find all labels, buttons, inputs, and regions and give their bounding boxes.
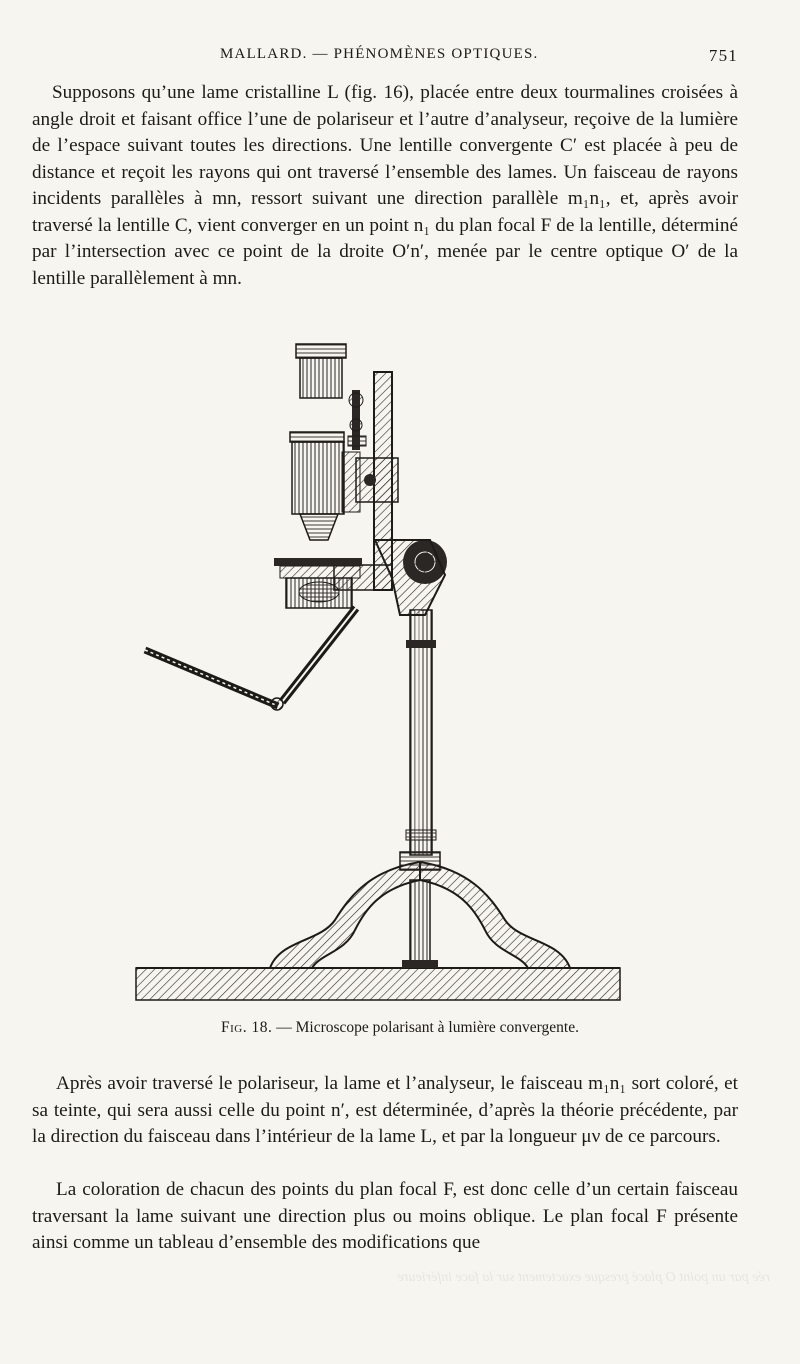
main-tube xyxy=(290,432,360,540)
figure-caption xyxy=(0,1019,800,1037)
figure-label: Fig. 18. xyxy=(221,1019,273,1036)
tripod-foot xyxy=(270,852,570,968)
bleed-through-text: rée par un point O placé presque exactement sur la face inférieure xyxy=(397,1270,770,1285)
figure-caption-text: — Microscope polarisant à lumière convergente. xyxy=(276,1019,579,1036)
paragraph-2: Après avoir traversé le polariseur, la lame et l’analyseur, le faisceau m₁n₁ sort coloré, et sa teinte, qui sera aussi celle du point n′, est déterminée, d’après la théorie précédente, par la direction du faisceau dans l’intérieur de la lame L, et par la longueur μν de ce parcours. xyxy=(32,1073,738,1147)
running-head-title: MALLARD. — PHÉNOMÈNES OPTIQUES. xyxy=(220,46,539,62)
pillar xyxy=(406,610,436,855)
base-ground xyxy=(136,968,620,1000)
microscope-illustration xyxy=(130,340,630,1005)
paragraph-3: La coloration de chacun des points du plan focal F, est donc celle d’un certain faisceau traversant la lame suivant une direction plus ou moins oblique. Le plan focal F présente ainsi comme un tableau d’ensemble des modifications que xyxy=(32,1179,738,1253)
paragraph-1: Supposons qu’une lame cristalline L (fig. 16), placée entre deux tourmalines croisées à angle droit et faisant office l’une de polariseur et l’autre d’analyseur, reçoive de la lumière de l’espace suivant toutes les directions. Une lentille convergente C′ est placée à peu de distance et reçoit les rayons qui ont traversé l’ensemble des lames. Un faisceau de rayons incidents parallèles à mn, ressort suivant une direction parallèle m₁n₁, et, après avoir traversé la lentille C, vient converger en un point n₁ du plan focal F de la lentille, déterminé par l’intersection avec ce point de la droite O′n′, menée par le centre optique O′ de la lentille parallèlement à mn. xyxy=(32,82,738,289)
microscope-figure xyxy=(130,340,630,1005)
mirror-arm xyxy=(145,608,356,710)
stage xyxy=(274,558,362,608)
page-number: 751 xyxy=(708,46,738,65)
running-head xyxy=(32,46,738,68)
